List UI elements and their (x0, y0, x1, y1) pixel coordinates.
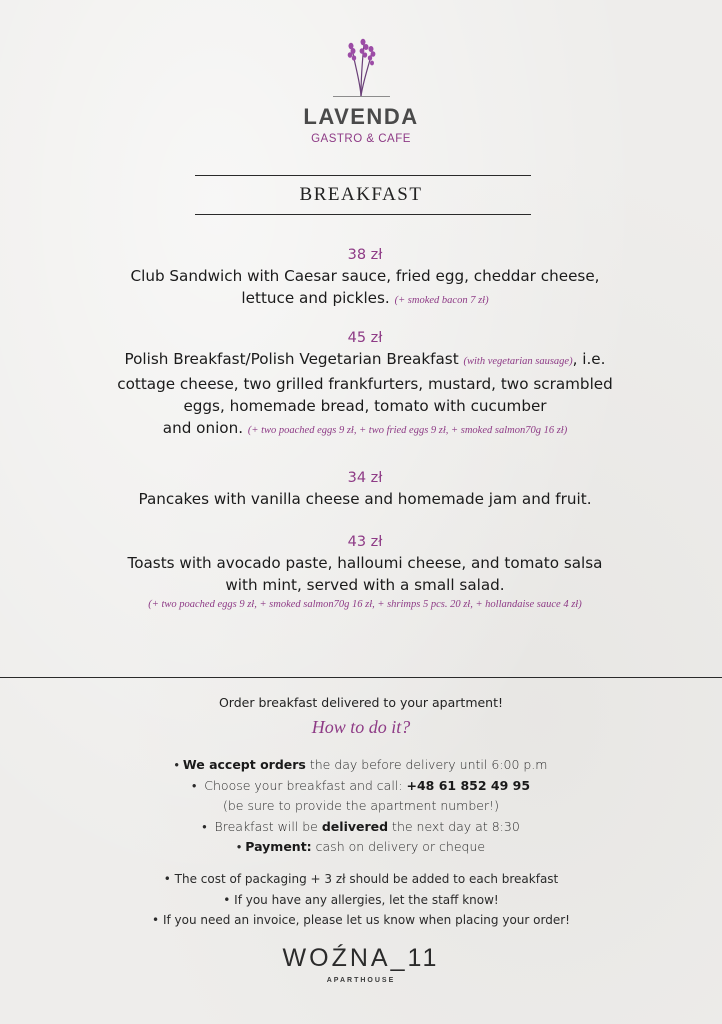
brand-tagline: GASTRO & CAFE (311, 133, 411, 145)
order-heading: Order breakfast delivered to your apartment! (218, 695, 504, 710)
item-extras: (+ two poached eggs 9 zł, + two fried eggs 9 zł, + smoked salmon70g 16 zł) (247, 425, 568, 436)
order-divider (0, 677, 722, 678)
title-rule-bottom (195, 214, 531, 215)
menu-item (60, 468, 670, 510)
list-item: • We accept orders the day before delivery until 6:00 p.m (174, 757, 548, 772)
item-price: 43 zł (347, 534, 383, 550)
item-description: Club Sandwich with Caesar sauce, fried egg, cheddar cheese, lettuce and pickles. (+ smoked bacon 7 zł) (130, 267, 600, 307)
list-item: • Choose your breakfast and call: +48 61 852 49 95 (191, 777, 531, 793)
list-item: • If you need an invoice, please let us know when placing your order! (152, 913, 570, 927)
aparthouse-tagline: APARTHOUSE (326, 977, 396, 984)
list-item: • The cost of packaging + 3 zł should be added to each breakfast (163, 872, 559, 886)
title-rule-top (195, 175, 531, 176)
item-extras: (+ smoked bacon 7 zł) (394, 295, 489, 306)
section-title: BREAKFAST (299, 184, 423, 205)
menu-item (60, 245, 670, 312)
list-item: • Payment: cash on delivery or cheque (236, 839, 486, 854)
brand-name: LAVENDA (303, 104, 419, 129)
order-notes (0, 869, 722, 931)
item-price: 34 zł (347, 470, 383, 486)
item-price: 38 zł (347, 247, 383, 263)
list-item: • Breakfast will be delivered the next day at 8:30 (202, 818, 520, 834)
item-description: Toasts with avocado paste, halloumi cheese, and tomato salsa with mint, served with a small salad. (127, 554, 603, 594)
list-item-note: (be sure to provide the apartment number!) (223, 798, 499, 813)
item-description: Polish Breakfast/Polish Vegetarian Breakfast (with vegetarian sausage), i.e. cottage cheese, two grilled frankfurters, mustard, two scrambled eggs, homemade bread, tomato with cucumber and onion. (+ two poached eggs 9 zł, + two fried eggs 9 zł, + smoked salmon70g 16 zł) (117, 350, 613, 437)
list-item: • If you have any allergies, let the staff know! (223, 892, 499, 907)
order-how-title: How to do it? (311, 717, 411, 737)
lavender-icon (343, 36, 379, 98)
item-extras: (+ two poached eggs 9 zł, + smoked salmon70g 16 zł, + shrimps 5 pcs. 20 zł, + hollandaise sauce 4 zł) (148, 599, 582, 610)
aparthouse-logo: WOŹNA_11 (282, 944, 440, 972)
phone-number[interactable]: +48 61 852 49 95 (406, 777, 531, 793)
menu-item (40, 532, 690, 614)
item-description: Pancakes with vanilla cheese and homemade jam and fruit. (138, 490, 592, 508)
logo-divider (333, 96, 390, 97)
item-price: 45 zł (347, 330, 383, 346)
order-steps (0, 755, 722, 858)
menu-item (40, 328, 690, 442)
